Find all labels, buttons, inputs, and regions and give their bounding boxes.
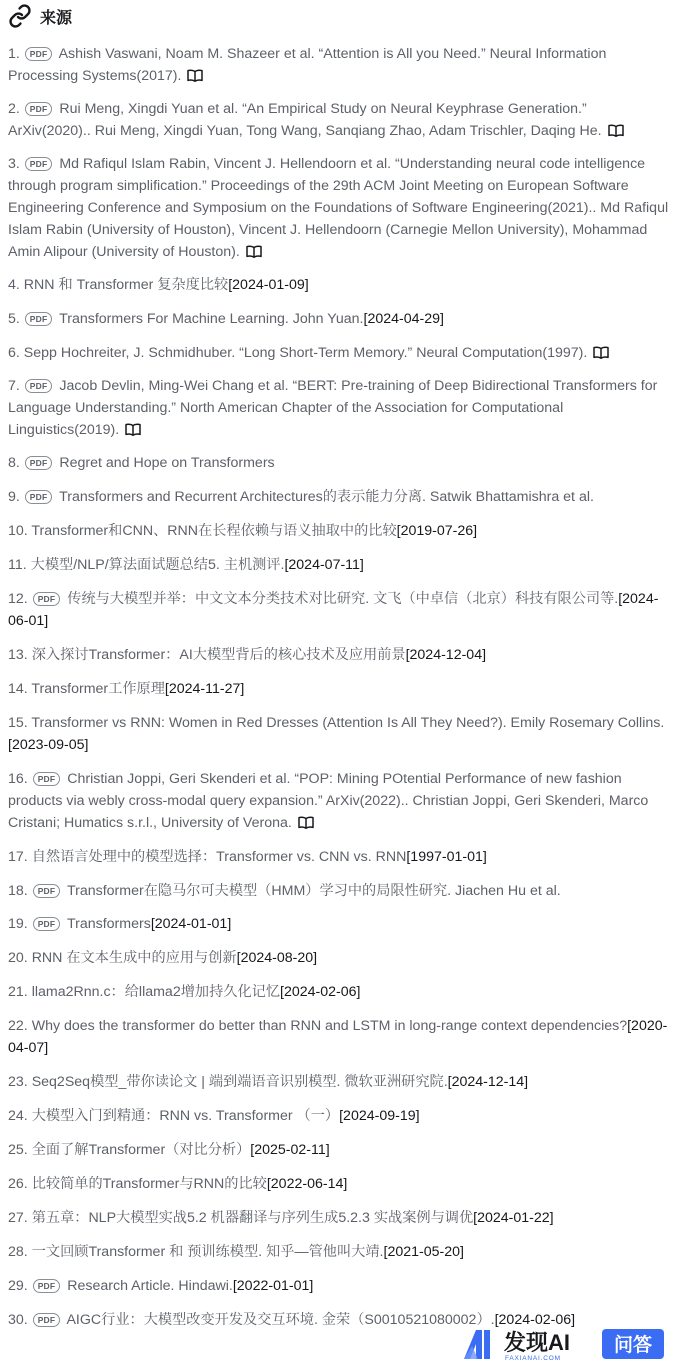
reference-item[interactable]: [8, 98, 672, 144]
reference-link[interactable]: RNN 在文本生成中的应用与创新: [31, 950, 237, 966]
reference-link[interactable]: 深入探讨Transformer：AI大模型背后的核心技术及应用前景: [31, 647, 406, 663]
reference-number: 29.: [8, 1278, 28, 1294]
reference-link[interactable]: 比较简单的Transformer与RNN的比较: [31, 1176, 267, 1192]
reference-link[interactable]: 第五章：NLP大模型实战5.2 机器翻译与序列生成5.2.3 实战案例与调优: [31, 1210, 474, 1226]
reference-item[interactable]: [8, 981, 672, 1003]
reference-item[interactable]: [8, 947, 672, 969]
reference-number: 15.: [8, 715, 28, 731]
reference-item[interactable]: [8, 554, 672, 576]
reference-number: 14.: [8, 681, 28, 697]
reference-number: 1.: [8, 46, 20, 62]
reference-date: [2024-01-01]: [150, 916, 232, 932]
reference-item[interactable]: [8, 712, 672, 756]
reference-date: [2019-07-26]: [396, 523, 478, 539]
reference-link[interactable]: Regret and Hope on Transformers: [59, 455, 275, 471]
reference-link[interactable]: Transformers and Recurrent Architectures的表示能力分离. Satwik Bhattamishra et al.: [59, 489, 594, 505]
reference-item[interactable]: [8, 1071, 672, 1093]
reference-number: 17.: [8, 849, 28, 865]
reference-item[interactable]: [8, 486, 672, 508]
book-icon[interactable]: [298, 814, 314, 836]
reference-link[interactable]: Christian Joppi, Geri Skenderi et al. “POP: Mining POtential Performance of new fashion products via webly cross-modal query expansion.” ArXiv(2022).. Christian Joppi, Geri Skenderi, Marco Cristani; Humatics s.r.l., University of Verona.: [8, 771, 649, 831]
reference-item[interactable]: [8, 153, 672, 265]
reference-number: 9.: [8, 489, 20, 505]
reference-link[interactable]: llama2Rnn.c：给llama2增加持久化记忆: [31, 984, 281, 1000]
reference-link[interactable]: Why does the transformer do better than RNN and LSTM in long-range context dependencies?: [31, 1018, 628, 1034]
reference-date: [2024-02-06]: [280, 984, 361, 1000]
reference-item[interactable]: [8, 1139, 672, 1161]
reference-item[interactable]: [8, 43, 672, 89]
reference-item[interactable]: [8, 1207, 672, 1229]
reference-number: 18.: [8, 883, 28, 899]
watermark-badge: 问答: [613, 1335, 653, 1356]
reference-item[interactable]: [8, 768, 672, 836]
reference-date: [2024-02-06]: [494, 1312, 576, 1328]
pdf-badge[interactable]: PDF: [25, 456, 53, 470]
reference-number: 26.: [8, 1176, 28, 1192]
reference-link[interactable]: Transformer工作原理: [31, 681, 165, 697]
pdf-badge[interactable]: PDF: [25, 379, 53, 393]
reference-link[interactable]: 一文回顾Transformer 和 预训练模型. 知乎—管他叫大靖.: [31, 1244, 384, 1260]
book-icon[interactable]: [246, 243, 262, 265]
reference-link[interactable]: Rui Meng, Xingdi Yuan et al. “An Empirical Study on Neural Keyphrase Generation.” ArXiv(2020).. Rui Meng, Xingdi Yuan, Tong Wang, Sanqiang Zhao, Adam Trischler, Daqing He.: [8, 101, 602, 139]
reference-date: [2023-09-05]: [8, 737, 89, 753]
reference-link[interactable]: 大模型入门到精通：RNN vs. Transformer （一）: [31, 1108, 340, 1124]
reference-link[interactable]: Transformer vs RNN: Women in Red Dresses (Attention Is All They Need?). Emily Rosemary Collins.: [31, 715, 665, 731]
sources-title: 来源: [40, 9, 73, 27]
reference-link[interactable]: Seq2Seq模型_带你读论文 | 端到端语音识别模型. 微软亚洲研究院.: [31, 1074, 448, 1090]
reference-number: 22.: [8, 1018, 28, 1034]
reference-number: 16.: [8, 771, 28, 787]
logo-mark-icon: [464, 1330, 490, 1359]
reference-link[interactable]: RNN 和 Transformer 复杂度比较: [23, 277, 229, 293]
reference-item[interactable]: [8, 1173, 672, 1195]
pdf-badge[interactable]: PDF: [33, 772, 61, 786]
reference-number: 8.: [8, 455, 20, 471]
reference-number: 5.: [8, 311, 20, 327]
reference-link[interactable]: Ashish Vaswani, Noam M. Shazeer et al. “Attention is All you Need.” Neural Information Processing Systems(2017).: [8, 46, 607, 84]
reference-item[interactable]: [8, 678, 672, 700]
reference-date: [2024-04-29]: [363, 311, 444, 327]
reference-link[interactable]: Transformer在隐马尔可夫模型（HMM）学习中的局限性研究. Jiachen Hu et al.: [66, 883, 561, 899]
reference-item[interactable]: [8, 375, 672, 443]
reference-link[interactable]: 自然语言处理中的模型选择：Transformer vs. CNN vs. RNN: [31, 849, 407, 865]
reference-number: 4.: [8, 277, 20, 293]
reference-item[interactable]: [8, 644, 672, 666]
pdf-badge[interactable]: PDF: [25, 312, 53, 326]
reference-item[interactable]: [8, 1241, 672, 1263]
book-icon[interactable]: [125, 421, 141, 443]
reference-number: 13.: [8, 647, 28, 663]
watermark-brand: 发现AI: [504, 1330, 571, 1355]
reference-link[interactable]: 传统与大模型并举：中文文本分类技术对比研究. 文飞（中卓信（北京）科技有限公司等.: [67, 591, 619, 607]
reference-link[interactable]: 大模型/NLP/算法面试题总结5. 主机测评.: [30, 557, 285, 573]
reference-date: [2024-12-04]: [405, 647, 487, 663]
reference-date: [2024-12-14]: [447, 1074, 529, 1090]
reference-date: [2024-06-01]: [8, 591, 659, 629]
reference-number: 7.: [8, 378, 20, 394]
reference-link[interactable]: Sepp Hochreiter, J. Schmidhuber. “Long Short-Term Memory.” Neural Computation(1997).: [23, 345, 588, 361]
book-icon[interactable]: [593, 344, 609, 366]
book-icon[interactable]: [187, 67, 203, 89]
reference-number: 30.: [8, 1312, 28, 1328]
pdf-badge[interactable]: PDF: [25, 47, 53, 61]
reference-number: 11.: [8, 557, 27, 573]
watermark-logo: [462, 1326, 672, 1362]
reference-link[interactable]: Research Article. Hindawi.: [67, 1278, 233, 1294]
reference-number: 23.: [8, 1074, 28, 1090]
pdf-badge[interactable]: PDF: [25, 490, 53, 504]
reference-date: [2024-07-11]: [284, 557, 364, 573]
pdf-badge[interactable]: PDF: [25, 157, 53, 171]
pdf-badge[interactable]: PDF: [33, 1313, 61, 1327]
reference-link[interactable]: 全面了解Transformer（对比分析）: [31, 1142, 251, 1158]
reference-item[interactable]: [8, 880, 672, 902]
reference-date: [2024-11-27]: [164, 681, 245, 697]
reference-number: 12.: [8, 591, 28, 607]
reference-item[interactable]: [8, 913, 672, 935]
reference-item[interactable]: [8, 520, 672, 542]
reference-item[interactable]: [8, 1015, 672, 1059]
pdf-badge[interactable]: PDF: [33, 884, 61, 898]
reference-number: 28.: [8, 1244, 28, 1260]
reference-link[interactable]: Transformer和CNN、RNN在长程依赖与语义抽取中的比较: [31, 523, 397, 539]
reference-number: 27.: [8, 1210, 28, 1226]
reference-number: 21.: [8, 984, 28, 1000]
reference-item[interactable]: [8, 274, 672, 296]
link-icon: [8, 4, 32, 28]
reference-number: 19.: [8, 916, 28, 932]
pdf-badge[interactable]: PDF: [33, 592, 61, 606]
reference-number: 3.: [8, 156, 20, 172]
reference-number: 25.: [8, 1142, 28, 1158]
reference-date: [2024-08-20]: [236, 950, 318, 966]
reference-number: 6.: [8, 345, 20, 361]
reference-date: [1997-01-01]: [406, 849, 487, 865]
pdf-badge[interactable]: PDF: [25, 102, 53, 116]
reference-item[interactable]: [8, 452, 672, 474]
reference-date: [2022-01-01]: [232, 1278, 314, 1294]
reference-link[interactable]: Transformers: [66, 916, 151, 932]
pdf-badge[interactable]: PDF: [33, 917, 61, 931]
reference-link[interactable]: Md Rafiqul Islam Rabin, Vincent J. Hellendoorn et al. “Understanding neural code intelligence through program simplification.” Proceedings of the 29th ACM Joint Meeting on European Software Engineering Conference and Symposium on the Foundations of Software Engineering(2021).. Md Rafiqul Islam Rabin (University of Houston), Vincent J. Hellendoorn (Carnegie Mellon University), Mohammad Amin Alipour (University of Houston).: [8, 156, 669, 260]
reference-date: [2024-01-22]: [473, 1210, 554, 1226]
reference-item[interactable]: [8, 588, 672, 632]
reference-date: [2024-09-19]: [339, 1108, 420, 1124]
reference-link[interactable]: Jacob Devlin, Ming-Wei Chang et al. “BERT: Pre-training of Deep Bidirectional Transformers for Language Understanding.” North American Chapter of the Association for Computational Linguistics(2019).: [8, 378, 658, 438]
reference-item[interactable]: [8, 1105, 672, 1127]
watermark-sub: FAXIANAI.COM: [505, 1355, 561, 1362]
reference-number: 20.: [8, 950, 28, 966]
reference-item[interactable]: [8, 342, 672, 366]
reference-date: [2022-06-14]: [266, 1176, 348, 1192]
reference-number: 2.: [8, 101, 20, 117]
reference-date: [2020-04-07]: [8, 1018, 668, 1056]
reference-link[interactable]: AIGC行业：大模型改变开发及交互环境. 金荣（S0010521080002）.: [66, 1312, 495, 1328]
pdf-badge[interactable]: PDF: [33, 1279, 61, 1293]
book-icon[interactable]: [608, 122, 624, 144]
sources-header: [8, 4, 72, 28]
reference-link[interactable]: Transformers For Machine Learning. John Yuan.: [59, 311, 364, 327]
reference-number: 24.: [8, 1108, 28, 1124]
reference-date: [2024-01-09]: [228, 277, 309, 293]
reference-item[interactable]: [8, 846, 672, 868]
reference-item[interactable]: [8, 1275, 672, 1297]
reference-date: [2025-02-11]: [250, 1142, 330, 1158]
reference-item[interactable]: [8, 308, 672, 330]
reference-number: 10.: [8, 523, 28, 539]
reference-date: [2021-05-20]: [383, 1244, 464, 1260]
